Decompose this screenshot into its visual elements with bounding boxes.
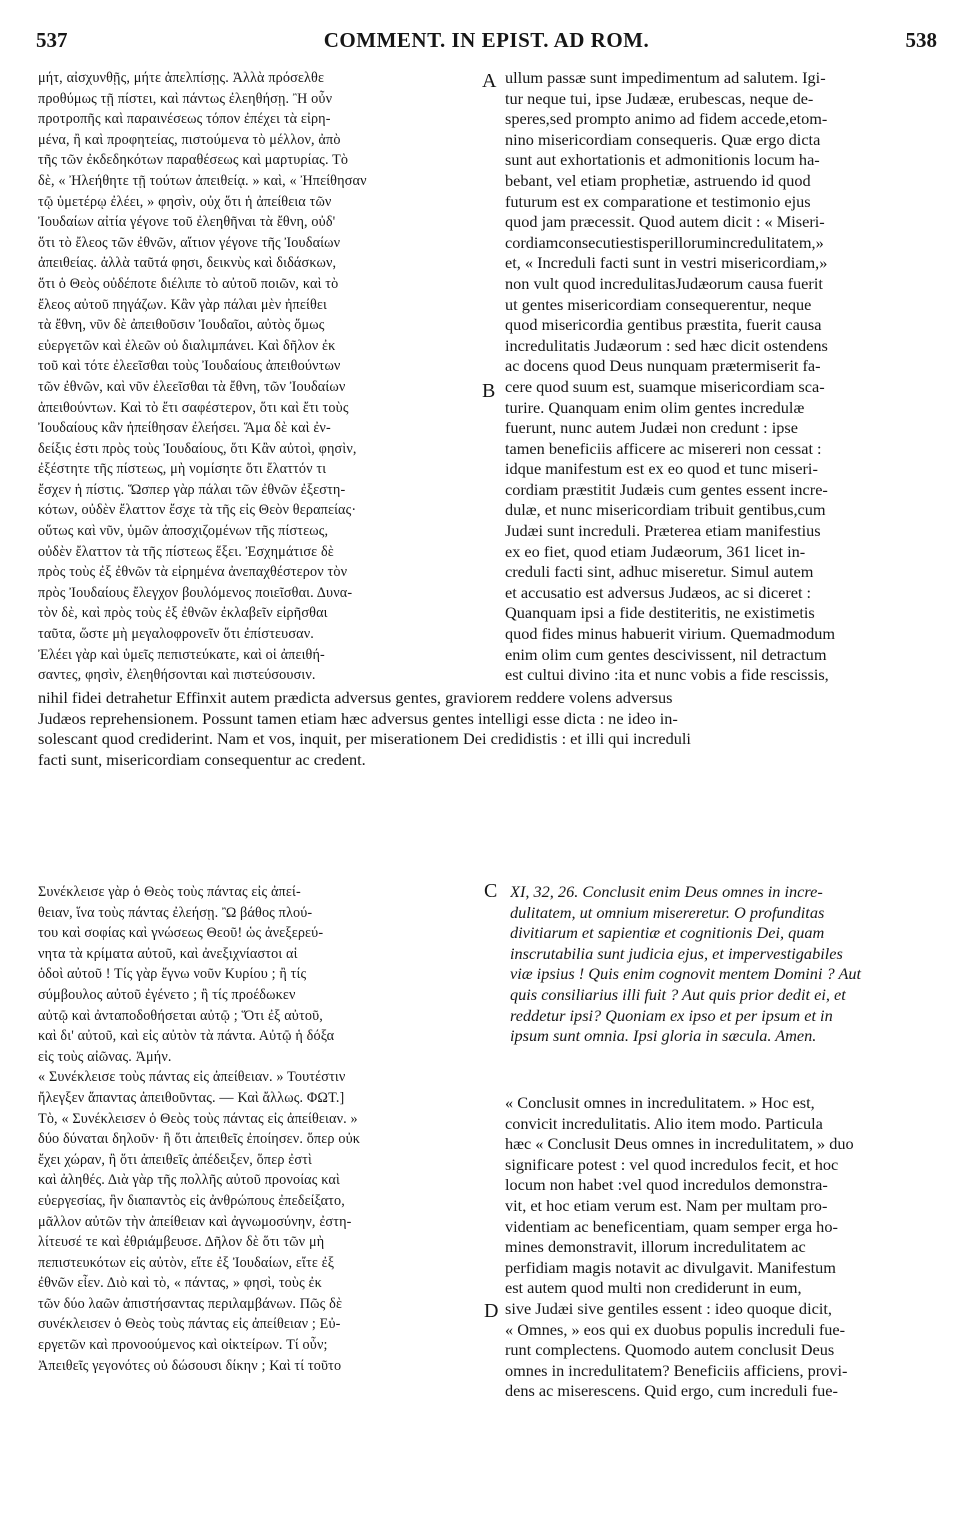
greek-text-line: Ἰουδαίων αἰτία γέγονε τοῦ ἐλεηθῆναι τὰ ἔθνη, οὐδ' <box>38 214 336 231</box>
latin-text-line: runt complectens. Quomodo autem conclusit Deus <box>505 1340 835 1360</box>
greek-text-line: προθύμως τῇ πίστει, καὶ πάντως ἐλεηθήσῃ. Ἢ οὖν <box>38 90 333 107</box>
greek-text-line: θειαν, ἵνα τοὺς πάντας ἐλεήσῃ. Ὢ βάθος πλού- <box>38 904 313 921</box>
scripture-text-line: viæ ipsius ! Quis enim cognovit mentem Domini ? Aut <box>510 964 862 984</box>
greek-text-line: Ἐλέει γὰρ καὶ ὑμεῖς πεπιστεύκατε, καὶ οἱ ἀπειθή- <box>38 646 325 663</box>
scripture-text-line: reddetur ipsi? Quoniam ex ipso et per ipsum et in <box>510 1005 833 1025</box>
right-page-number: 538 <box>905 28 937 52</box>
margin-marker-d: D <box>484 1300 499 1322</box>
greek-text-line: δείξις ἐστι πρὸς τοὺς Ἰουδαίους, ὅτι Κἂν αὐτοὶ, φησὶν, <box>38 440 357 457</box>
bottom-latin-scripture <box>510 882 940 1047</box>
greek-text-line: ἔλεος αὐτοῦ πηγάζων. Κἂν γὰρ πάλαι μὲν ἠπείθει <box>38 296 327 313</box>
latin-text-line: idque manifestum est ex eo quod et tunc miseri- <box>505 459 818 479</box>
bottom-greek-column <box>38 882 482 1376</box>
latin-text-line: speres,sed prompto animo ad fidem accede,etom- <box>505 109 828 129</box>
bottom-latin-commentary <box>505 1093 941 1402</box>
greek-text-line: τὸν δὲ, καὶ πρὸς τοὺς ἐξ ἐθνῶν ἐκλαβεῖν εἰρῆσθαι <box>38 605 328 622</box>
latin-text-line: ullum passæ sunt impedimentum ad salutem. Igi- <box>505 68 826 87</box>
latin-text-line: ut gentes misericordiam consequerentur, neque <box>505 294 812 314</box>
margin-marker-c: C <box>484 880 498 902</box>
greek-text-line: δύο δύναται δηλοῦν· ἢ ὅτι ἀπειθεῖς ἐποίησεν. ὅπερ οὐκ <box>38 1131 361 1148</box>
greek-text-line: πεπιστευκότων εἰς αὐτὸν, εἴτε ἐξ Ἰουδαίων, εἴτε ἐξ <box>38 1254 335 1271</box>
greek-text-line: λίτευσέ τε καὶ ἐθριάμβευσε. Δῆλον δὲ ὅτι τῶν μὴ <box>38 1234 325 1251</box>
latin-text-line: hæc « Conclusit Deus omnes in incredulitatem, » duo <box>505 1134 854 1154</box>
latin-text-line: quod jam præcessit. Quod autem dicit : « Miseri- <box>505 212 825 232</box>
latin-text-line: enim olim cum gentes descivissent, nil detractum <box>505 644 827 664</box>
latin-text-line: significare potest : vel quod incredulos fecit, et hoc <box>505 1154 839 1174</box>
greek-text-line: συνέκλεισεν ὁ Θεὸς τοὺς πάντας εἰς ἀπείθειαν ; Εὐ- <box>38 1316 341 1333</box>
greek-text-line: ἀπειθείας. ἀλλὰ ταῦτά φησι, δεικνὺς καὶ διδάσκων, <box>38 255 337 272</box>
scripture-text-line: dulitatem, ut omnium misereretur. O profunditas <box>510 902 825 922</box>
latin-text-line: quod fides minus habuerit virium. Quemadmodum <box>505 624 836 644</box>
scripture-text-line: inscrutabilia sunt judicia ejus, et impervestigabiles <box>510 943 843 963</box>
latin-text-line: cordiam præstitit Judæis cum gentes essent incre- <box>505 479 828 499</box>
greek-text-line: ἐξέστητε τῆς πίστεως, μὴ νομίσητε ὅτι ἔλαττόν τι <box>38 461 327 478</box>
greek-text-line: νητα τὰ κρίματα αὐτοῦ, καὶ ἀνεξιχνίαστοι αἱ <box>38 945 298 962</box>
greek-text-line: καὶ δι' αὐτοῦ, καὶ εἰς αὐτὸν τὰ πάντα. Αὐτῷ ἡ δόξα <box>38 1028 335 1045</box>
top-greek-column <box>38 68 482 686</box>
greek-text-line: Συνέκλεισε γὰρ ὁ Θεὸς τοὺς πάντας εἰς ἀπεί- <box>38 884 301 900</box>
scripture-text-line: quis consiliarius illi fuit ? Aut quis prior dedit ei, et <box>510 984 846 1004</box>
latin-text-line: et, « Increduli facti sunt in vestri misericordiam,» <box>505 253 828 273</box>
greek-text-line: τῆς τῶν ἐκδεδηκότων παραθέσεως καὶ μαρτυρίας. Τὸ <box>38 152 349 169</box>
greek-text-line: εὐεργεσίας, ἣν διαπαντὸς εἰς ἀνθρώπους ἐπεδείξατο, <box>38 1192 345 1209</box>
margin-marker-a: A <box>482 70 497 92</box>
latin-text-line: nino misericordiam consequeris. Quæ ergo dicta <box>505 129 821 149</box>
greek-text-line: Ἰουδαίους κἂν ἠπείθησαν ἐλεήσει. Ἅμα δὲ καὶ ἐν- <box>38 420 331 437</box>
greek-text-line: κότων, οὐδὲν ἔλαττον ἔσχε τὰ τῆς εἰς Θεὸν θεραπείας· <box>38 502 357 519</box>
greek-text-line: αὐτῷ καὶ ἀνταποδοθήσεται αὐτῷ ; Ὅτι ἐξ αὐτοῦ, <box>38 1007 323 1024</box>
latin-text-line: mines demonstravit, illorum incredulitatem ac <box>505 1237 806 1257</box>
latin-text-line: convicit incredulitatis. Alio item modo. Particula <box>505 1113 823 1133</box>
latin-text-line: ac docens quod Deus nunquam prætermiserit fa- <box>505 356 821 376</box>
greek-text-line: ἐθνῶν εἶεν. Διὸ καὶ τὸ, « πάντας, » φησὶ, τοὺς ἐκ <box>38 1275 322 1292</box>
greek-text-line: ἤλεγξεν ἅπαντας ἀπειθοῦντας. — Καὶ ἄλλως. ΦΩΤ.] <box>38 1089 345 1106</box>
latin-text-line: videntiam ac beneficentiam, quam semper erga ho- <box>505 1216 838 1236</box>
latin-text-line: turire. Quanquam enim olim gentes incredulæ <box>505 397 805 417</box>
latin-text-line: incredulitatis Judæorum : sed hæc dicit ostendens <box>505 335 828 355</box>
left-page-number: 537 <box>36 28 68 52</box>
top-latin-column <box>505 68 941 686</box>
greek-text-line: ὅτι τὸ ἔλεος τῶν ἐθνῶν, αἴτιον γέγονε τῆς Ἰουδαίων <box>38 234 341 251</box>
greek-text-line: μήτ, αἰσχυνθῇς, μήτε ἀπελπίσῃς. Ἀλλὰ πρόσελθε <box>38 70 325 86</box>
greek-text-line: μένα, ἢ καὶ προφητείας, πιστούμενα τὸ μέλλον, ἀπὸ <box>38 131 341 148</box>
latin-text-line: dens ac miserescens. Quid ergo, cum increduli fue- <box>505 1381 838 1401</box>
scripture-text-line: divitiarum et sapientiæ et cognitionis Dei, quam <box>510 923 825 943</box>
latin-text-line: cordiamconsecutiestisperillorumincredulitatem,» <box>505 232 824 252</box>
greek-text-line: εὐεργετῶν καὶ ἐλεῶν οὐ διαλιμπάνει. Καὶ δῆλον ἐκ <box>38 337 336 354</box>
greek-text-line: εἰς τοὺς αἰῶνας. Ἀμήν. <box>38 1048 172 1065</box>
latin-text-line: Quanquam ipsi a fide destiteritis, ne existimetis <box>505 603 815 623</box>
greek-text-line: Ἀπειθεῖς γεγονότες οὐ δώσουσι δίκην ; Καὶ τί τοῦτο <box>38 1357 342 1374</box>
greek-text-line: δὲ, « Ἠλεήθητε τῇ τούτων ἀπειθείᾳ. » καὶ, « Ἠπείθησαν <box>38 172 367 189</box>
latin-text-line: facti sunt, misericordiam consequentur ac credent. <box>38 749 366 769</box>
latin-text-line: ex eo fiet, quod etiam Judæorum, 361 licet in- <box>505 541 806 561</box>
latin-text-line: locum non habet :vel quod incredulos demonstra- <box>505 1175 828 1195</box>
latin-text-line: sunt aut exhortationis et admonitionis locum ha- <box>505 150 820 170</box>
latin-text-line: futurum est ex comparatione et testimonio ejus <box>505 191 811 211</box>
latin-text-line: omnes in incredulitatem? Beneficiis afficiens, provi- <box>505 1360 848 1380</box>
greek-text-line: ὁδοὶ αὐτοῦ ! Τίς γὰρ ἔγνω νοῦν Κυρίου ; ἢ τίς <box>38 966 307 983</box>
margin-marker-b: B <box>482 380 496 402</box>
greek-text-line: εργετῶν καὶ προνοούμενος καὶ οἰκτείρων. Τί οὖν; <box>38 1337 328 1354</box>
greek-text-line: τῶν δύο λαῶν ἀπιστήσαντας περιλαμβάνων. Πῶς δὲ <box>38 1295 343 1312</box>
greek-text-line: Τὸ, « Συνέκλεισεν ὁ Θεὸς τοὺς πάντας εἰς ἀπείθειαν. » <box>38 1110 358 1127</box>
greek-text-line: τοῦ καὶ τότε ἐλεεῖσθαι τοὺς Ἰουδαίους ἀπειθούντων <box>38 358 341 375</box>
greek-text-line: μᾶλλον αὐτῶν τὴν ἀπείθειαν καὶ ἀγνωμοσύνην, ἐστη- <box>38 1213 352 1230</box>
latin-text-line: tamen beneficiis afficere ac misereri non cessat : <box>505 438 822 458</box>
latin-text-line: quod misericordia gentibus præstita, fuerit causa <box>505 315 822 335</box>
latin-text-line: creduli facti sint, adhuc miseretur. Simul autem <box>505 562 814 582</box>
latin-text-line: sive Judæi sive gentiles essent : ideo quoque dicit, <box>505 1298 832 1318</box>
greek-text-line: « Συνέκλεισε τοὺς πάντας εἰς ἀπείθειαν. » Τουτέστιν <box>38 1069 346 1086</box>
latin-text-line: solescant quod crediderint. Nam et vos, inquit, per miserationem Dei credidistis : et illi qui increduli <box>38 729 691 749</box>
latin-text-line: et accusatio est adversus Judæos, ac si diceret : <box>505 582 812 602</box>
latin-text-line: est cultui divino :ita et nunc vobis a fide rescissis, <box>505 665 829 685</box>
greek-text-line: ἀπειθούντων. Καὶ τὸ ἔτι σαφέστερον, ὅτι καὶ ἔτι τοὺς <box>38 399 349 416</box>
latin-text-line: Judæi sunt increduli. Præterea etiam manifestius <box>505 521 821 541</box>
greek-text-line: του καὶ σοφίας καὶ γνώσεως Θεοῦ! ὡς ἀνεξερεύ- <box>38 925 324 942</box>
scripture-text-line: ipsum sunt omnia. Ipsi gloria in sæcula. Amen. <box>510 1026 817 1046</box>
latin-text-line: bebant, vel etiam prophetiæ, astruendo id quod <box>505 170 811 190</box>
latin-text-line: Judæos reprehensionem. Possunt tamen etiam hæc adversus gentes intelligi esse dicta : ne ideo in- <box>38 708 678 728</box>
latin-text-line: « Omnes, » eos qui ex duobus populis increduli fue- <box>505 1319 846 1339</box>
latin-text-line: fuerunt, nunc autem Judæi non credunt : ipse <box>505 418 798 438</box>
latin-text-line: vit, et hoc etiam verum est. Nam per multam pro- <box>505 1195 828 1215</box>
greek-text-line: ταῦτα, ὥστε μὴ μεγαλοφρονεῖν ὅτι ἐπίστευσαν. <box>38 626 314 643</box>
latin-text-line: est autem quod multi non crediderunt in eum, <box>505 1278 802 1298</box>
running-title: COMMENT. IN EPIST. AD ROM. <box>323 28 650 52</box>
scripture-text-line: XI, 32, 26. Conclusit enim Deus omnes in incre- <box>510 882 823 901</box>
greek-text-line: πρὸς τοὺς ἐξ ἐθνῶν τὰ εἰρημένα ἀνεπαχθέστερον τὸν <box>38 564 348 581</box>
greek-text-line: σαντες, φησὶν, ἐλεηθήσονται καὶ πιστεύσουσιν. <box>38 667 316 684</box>
latin-text-line: nihil fidei detrahetur Effinxit autem prædicta adversus gentes, graviorem reddere volens adversus <box>38 688 673 707</box>
running-header <box>36 28 937 58</box>
latin-text-line: perfidiam magis notavit ac divulgavit. Manifestum <box>505 1257 836 1277</box>
greek-text-line: τὰ ἔθνη, νῦν δὲ ἀπειθοῦσιν Ἰουδαῖοι, αὐτὸς ὅμως <box>38 317 325 334</box>
greek-text-line: σύμβουλος αὐτοῦ ἐγένετο ; ἢ τίς προέδωκεν <box>38 986 296 1003</box>
greek-text-line: ἔσχεν ἡ πίστις. Ὥσπερ γὰρ πάλαι τῶν ἐθνῶν ἐξεστη- <box>38 481 346 498</box>
full-width-paragraph <box>38 688 938 770</box>
greek-text-line: οὐδὲν ἔλαττον τὰ τῆς πίστεως ἕξει. Ἐσχημάτισε δὲ <box>38 543 334 560</box>
latin-text-line: cere quod suum est, suamque misericordiam sca- <box>505 376 825 396</box>
greek-text-line: οὕτως καὶ νῦν, ὑμῶν ἀποσχιζομένων τῆς πίστεως, <box>38 523 329 540</box>
greek-text-line: τῷ ὑμετέρῳ ἐλέει, » φησὶν, οὐχ ὅτι ἡ ἀπείθεια τῶν <box>38 193 332 210</box>
latin-text-line: dulæ, et nunc misericordiam tribuit gentibus,cum <box>505 500 826 520</box>
greek-text-line: ὅτι ὁ Θεὸς οὐδέποτε διέλιπε τὸ αὐτοῦ ποιῶν, καὶ τὸ <box>38 275 339 292</box>
latin-text-line: tur neque tui, ipse Judææ, erubescas, neque de- <box>505 88 814 108</box>
greek-text-line: ἔχει χώραν, ἢ ὅτι ἀπειθεῖς ἀπέδειξεν, ὅπερ ἐστὶ <box>38 1151 312 1168</box>
greek-text-line: τῶν ἐθνῶν, καὶ νῦν ἐλεεῖσθαι τὰ ἔθνη, τῶν Ἰουδαίων <box>38 378 346 395</box>
greek-text-line: καὶ ἀληθές. Διὰ γὰρ τῆς πολλῆς αὐτοῦ προνοίας καὶ <box>38 1172 340 1189</box>
greek-text-line: πρὸς Ἰουδαίους ἔλεγχον βουλόμενος ποιεῖσθαι. Δυνα- <box>38 584 353 601</box>
latin-text-line: non vult quod incredulitasJudæorum causa fuerit <box>505 273 823 293</box>
latin-text-line: « Conclusit omnes in incredulitatem. » Hoc est, <box>505 1093 815 1112</box>
greek-text-line: προτροπῆς καὶ παραινέσεως τόπον ἐπέχει τὰ εἰρη- <box>38 111 331 128</box>
